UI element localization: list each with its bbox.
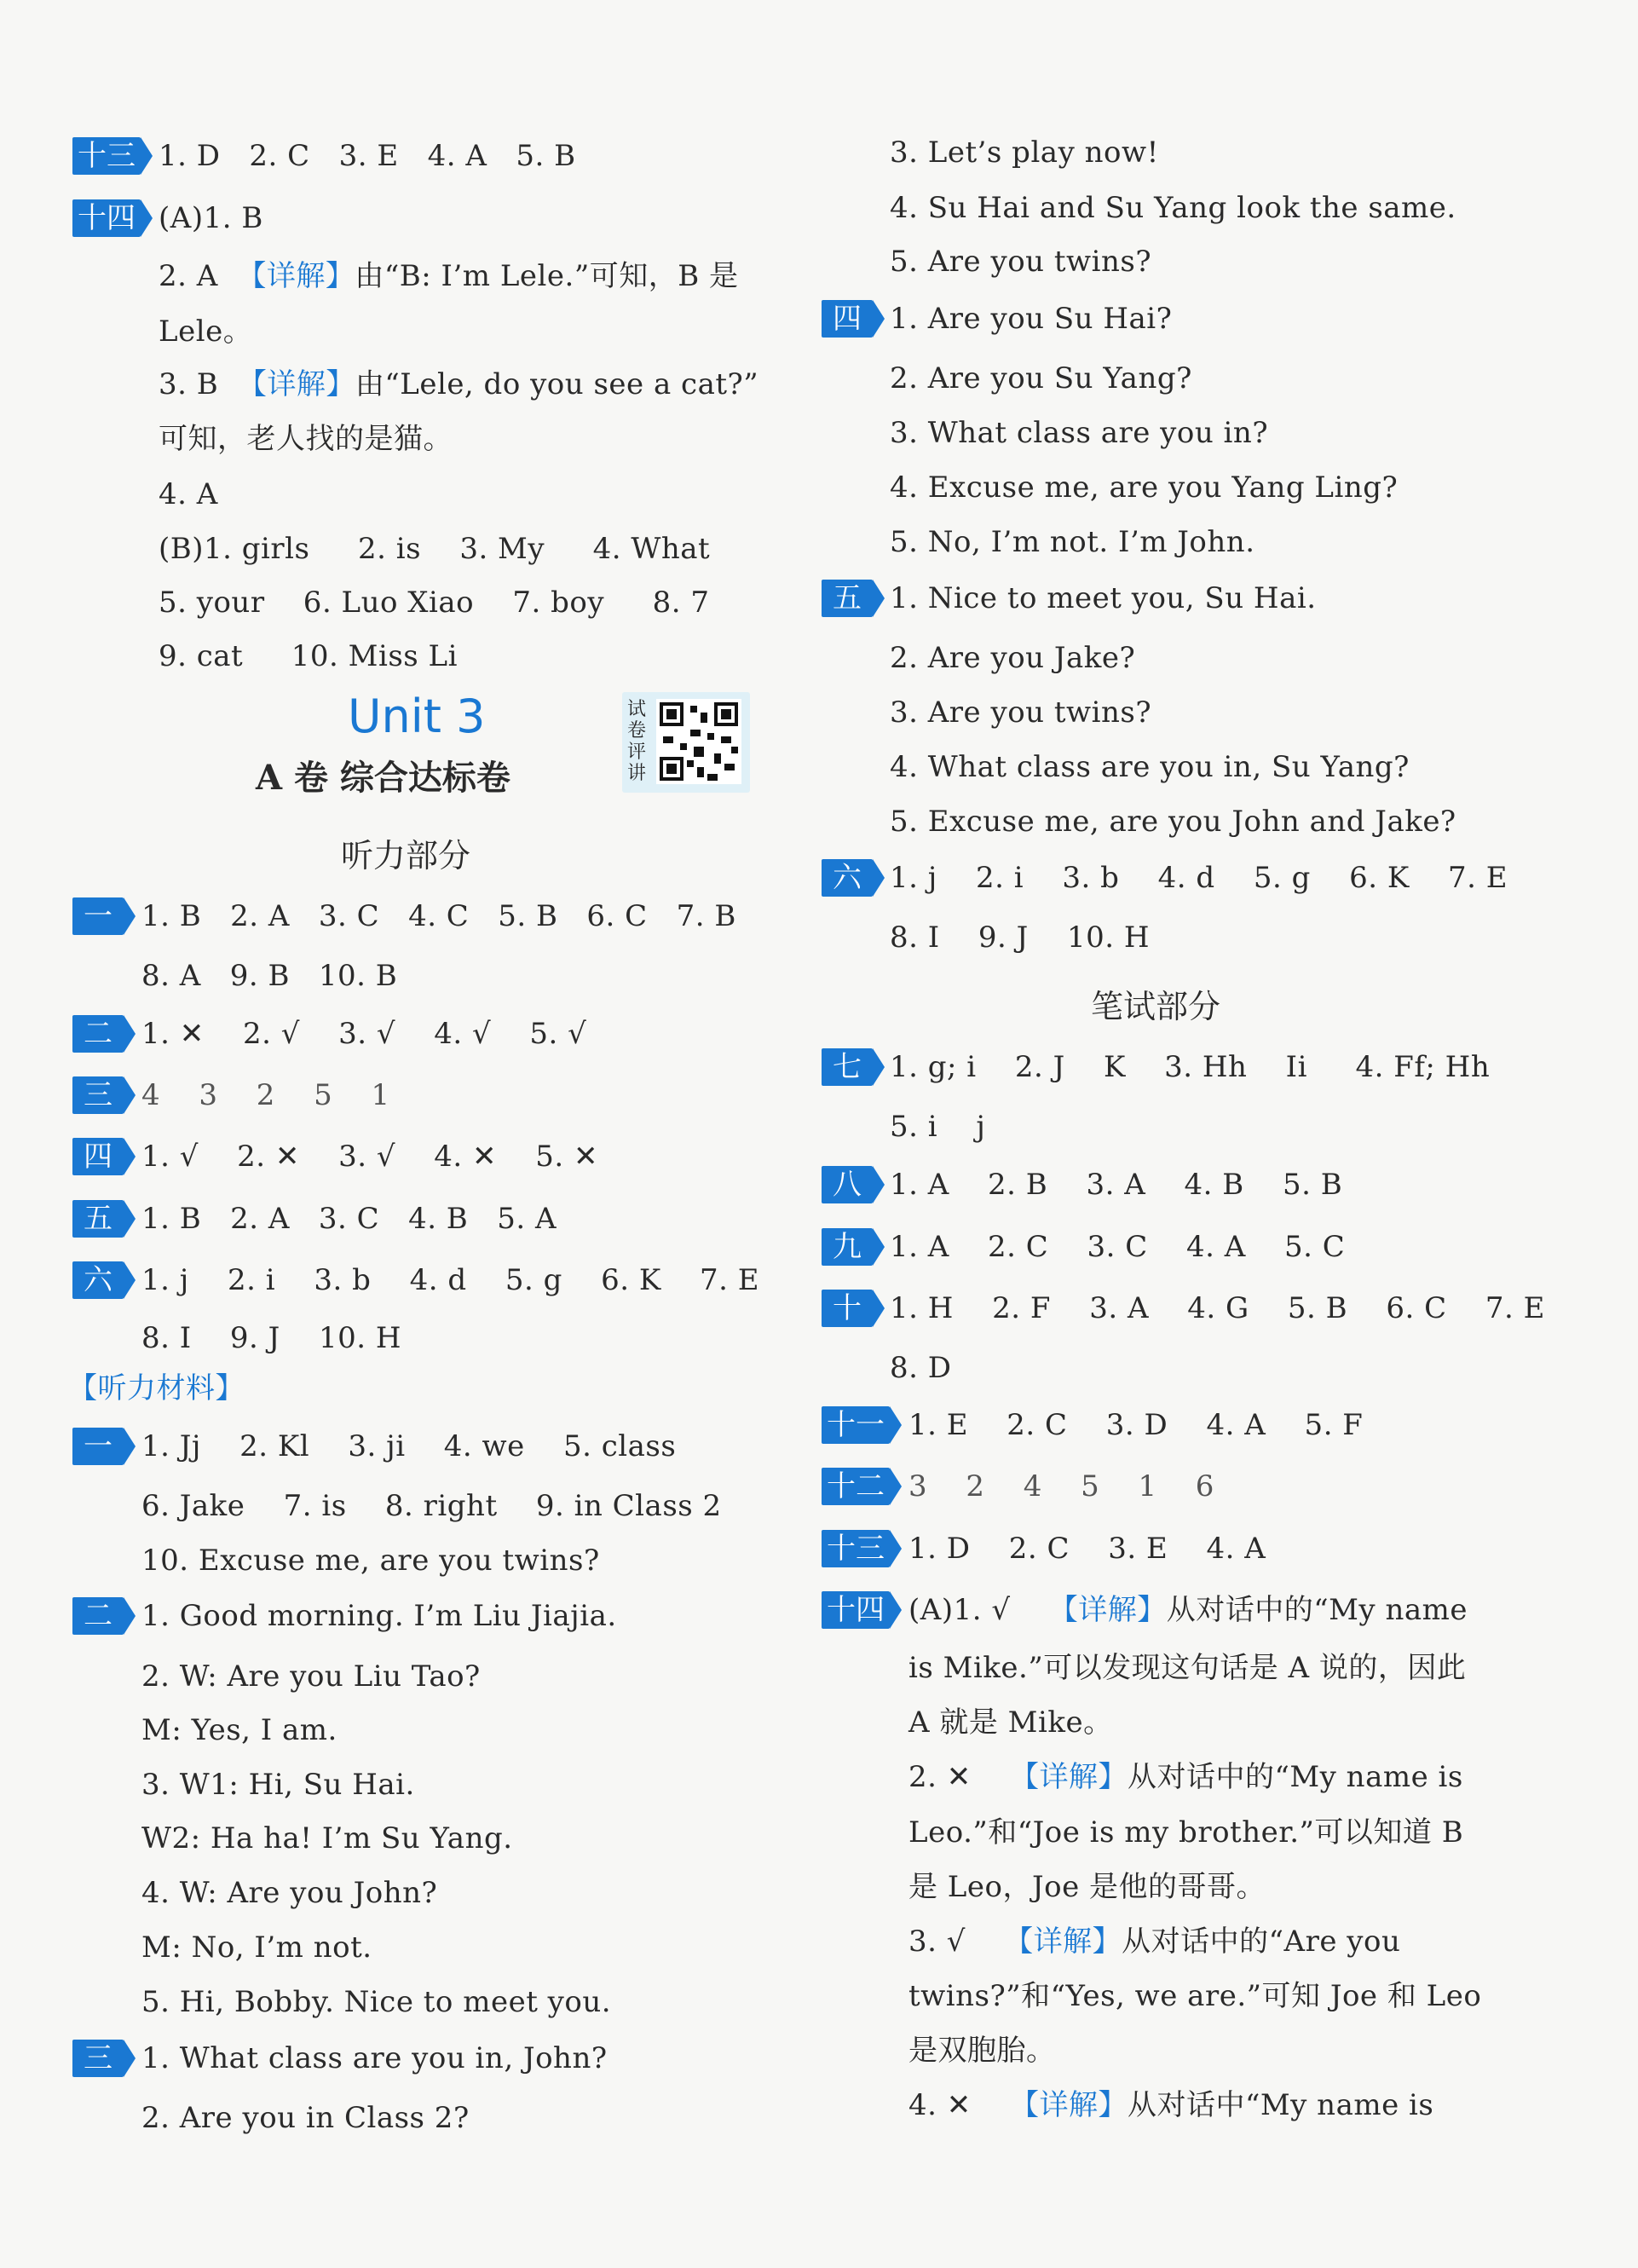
answer-line: 9. cat 10. Miss Li: [159, 639, 458, 673]
answer-line: 8. D: [890, 1351, 952, 1385]
answer-text: 从对话中“My name is: [1127, 2088, 1434, 2122]
material-line: 3. W1: Hi, Su Hai.: [141, 1768, 415, 1802]
answer-line: 8. I 9. J 10. H: [141, 1321, 402, 1355]
detail-tag: 【详解】: [1004, 1925, 1122, 1959]
material-line: 4. W: Are you John?: [141, 1876, 438, 1910]
answer-line: [908, 1925, 1401, 1959]
answer-line: 1. j 2. i 3. b 4. d 5. g 6. K 7. E: [141, 1263, 760, 1297]
answer-line: twins?”和“Yes, we are.”可知 Joe 和 Leo: [908, 1979, 1482, 2013]
answer-prefix: (A)1. √: [908, 1593, 1049, 1627]
material-line: 5. Excuse me, are you John and Jake?: [890, 805, 1456, 839]
material-line: 4. Excuse me, are you Yang Ling?: [890, 470, 1399, 505]
paper-title: A 卷 综合达标卷: [256, 758, 510, 798]
material-line: 4. What class are you in, Su Yang?: [890, 750, 1410, 784]
answer-line: 3 2 4 5 1 6: [908, 1469, 1214, 1503]
material-line: 2. Are you Su Yang?: [890, 361, 1192, 395]
section-badge: 九: [822, 1228, 873, 1266]
section-badge: 一: [72, 1428, 124, 1465]
material-line: 3. Are you twins?: [890, 695, 1152, 730]
answer-line: 4. A: [159, 477, 218, 511]
material-heading: 【听力材料】: [68, 1371, 245, 1405]
answer-line: 8. A 9. B 10. B: [141, 959, 398, 993]
section-badge: 八: [822, 1166, 873, 1203]
answer-prefix: 4. ✕: [908, 2088, 1010, 2122]
answer-line: [159, 259, 739, 293]
answer-prefix: 3. √: [908, 1925, 1005, 1959]
answer-line: Leo.”和“Joe is my brother.”可以知道 B: [908, 1815, 1464, 1850]
answer-text: 从对话中的“Are you: [1122, 1925, 1401, 1959]
section-badge: 四: [822, 300, 873, 338]
answer-line: 1. A 2. B 3. A 4. B 5. B: [890, 1168, 1343, 1202]
section-badge: 二: [72, 1015, 124, 1053]
answer-line: 可知，老人找的是猫。: [159, 422, 453, 456]
material-line: 2. Are you Jake?: [890, 641, 1136, 675]
material-line: 3. What class are you in?: [890, 416, 1269, 450]
answer-line: 1. √ 2. ✕ 3. √ 4. ✕ 5. ✕: [141, 1140, 598, 1174]
section-badge: 十: [822, 1290, 873, 1327]
material-line: M: No, I’m not.: [141, 1930, 372, 1965]
material-line: 1. Jj 2. Kl 3. ji 4. we 5. class: [141, 1429, 677, 1463]
material-line: 10. Excuse me, are you twins?: [141, 1544, 600, 1578]
section-badge: 四: [72, 1138, 124, 1175]
answer-line: [159, 367, 759, 401]
answer-line: 1. ✕ 2. √ 3. √ 4. √ 5. √: [141, 1017, 587, 1051]
qr-label: 试卷评讲: [627, 699, 647, 784]
answer-line: [908, 1593, 1468, 1627]
section-badge: 五: [72, 1200, 124, 1238]
answer-line: 1. D 2. C 3. E 4. A 5. B: [159, 139, 576, 173]
answer-line: 1. A 2. C 3. C 4. A 5. C: [890, 1230, 1346, 1264]
material-line: 5. Are you twins?: [890, 245, 1152, 279]
material-line: 6. Jake 7. is 8. right 9. in Class 2: [141, 1489, 722, 1523]
answer-line: 1. D 2. C 3. E 4. A: [908, 1532, 1266, 1566]
answer-line: 1. E 2. C 3. D 4. A 5. F: [908, 1408, 1364, 1442]
section-badge: 七: [822, 1048, 873, 1086]
section-badge: 十一: [822, 1406, 890, 1444]
section-badge: 五: [822, 580, 873, 617]
written-heading: 笔试部分: [1091, 988, 1221, 1025]
material-line: 4. Su Hai and Su Yang look the same.: [890, 191, 1456, 225]
answer-line: 1. B 2. A 3. C 4. C 5. B 6. C 7. B: [141, 899, 736, 933]
section-badge: 二: [72, 1597, 124, 1635]
answer-line: 1. g; i 2. J K 3. Hh Ii 4. Ff; Hh: [890, 1050, 1491, 1084]
material-line: 2. Are you in Class 2?: [141, 2101, 470, 2135]
answer-line: 1. B 2. A 3. C 4. B 5. A: [141, 1202, 557, 1236]
qr-code-icon: [656, 699, 741, 784]
answer-text: 由“B: I’m Lele.”可知，B 是: [355, 259, 739, 293]
answer-line: 是 Leo，Joe 是他的哥哥。: [908, 1870, 1266, 1904]
detail-tag: 【详解】: [237, 367, 355, 401]
qr-code-box[interactable]: [622, 692, 750, 793]
answer-prefix: 2. ✕: [908, 1760, 1010, 1794]
section-badge: 三: [72, 2040, 124, 2077]
section-badge: 六: [72, 1261, 124, 1299]
answer-line: 8. I 9. J 10. H: [890, 920, 1151, 955]
answer-line: is Mike.”可以发现这句话是 A 说的，因此: [908, 1651, 1467, 1685]
answer-line: 4 3 2 5 1: [141, 1078, 390, 1112]
section-badge: 六: [822, 859, 873, 897]
section-badge: 十四: [72, 199, 141, 237]
section-badge: 一: [72, 897, 124, 935]
section-badge: 十二: [822, 1468, 890, 1505]
material-line: 3. Let’s play now!: [890, 136, 1159, 170]
material-line: 2. W: Are you Liu Tao?: [141, 1659, 481, 1694]
material-line: 1. Nice to meet you, Su Hai.: [890, 581, 1317, 615]
answer-line: (A)1. B: [159, 201, 263, 235]
answer-line: (B)1. girls 2. is 3. My 4. What: [159, 532, 711, 566]
section-badge: 十三: [72, 137, 141, 175]
material-line: W2: Ha ha! I’m Su Yang.: [141, 1821, 513, 1855]
detail-tag: 【详解】: [237, 259, 355, 293]
answer-text: 由“Lele, do you see a cat?”: [355, 367, 759, 401]
answer-line: [908, 2088, 1434, 2122]
material-line: 1. Good morning. I’m Liu Jiajia.: [141, 1599, 617, 1633]
material-line: M: Yes, I am.: [141, 1713, 337, 1747]
material-line: 1. Are you Su Hai?: [890, 302, 1173, 336]
answer-line: 5. i j: [890, 1110, 986, 1144]
detail-tag: 【详解】: [1048, 1593, 1167, 1627]
material-line: 5. Hi, Bobby. Nice to meet you.: [141, 1985, 612, 2019]
answer-line: Lele。: [159, 315, 253, 349]
answer-text: 从对话中的“My name: [1166, 1593, 1468, 1627]
answer-line: 1. j 2. i 3. b 4. d 5. g 6. K 7. E: [890, 861, 1508, 895]
answer-line: 1. H 2. F 3. A 4. G 5. B 6. C 7. E: [890, 1291, 1545, 1325]
material-line: 1. What class are you in, John?: [141, 2041, 608, 2075]
detail-tag: 【详解】: [1009, 1760, 1128, 1794]
answer-line: 是双胞胎。: [908, 2034, 1056, 2068]
section-badge: 十四: [822, 1591, 890, 1629]
listening-heading: 听力部分: [341, 837, 471, 874]
answer-prefix: 2. A: [159, 259, 238, 293]
answer-line: [908, 1760, 1463, 1794]
answer-prefix: 3. B: [159, 367, 238, 401]
section-badge: 三: [72, 1076, 124, 1114]
section-badge: 十三: [822, 1530, 890, 1567]
material-line: 5. No, I’m not. I’m John.: [890, 525, 1255, 559]
answer-text: 从对话中的“My name is: [1127, 1760, 1463, 1794]
unit-title: Unit 3: [348, 690, 486, 743]
detail-tag: 【详解】: [1009, 2088, 1128, 2122]
answer-line: A 就是 Mike。: [908, 1705, 1113, 1740]
answer-line: 5. your 6. Luo Xiao 7. boy 8. 7: [159, 586, 710, 620]
